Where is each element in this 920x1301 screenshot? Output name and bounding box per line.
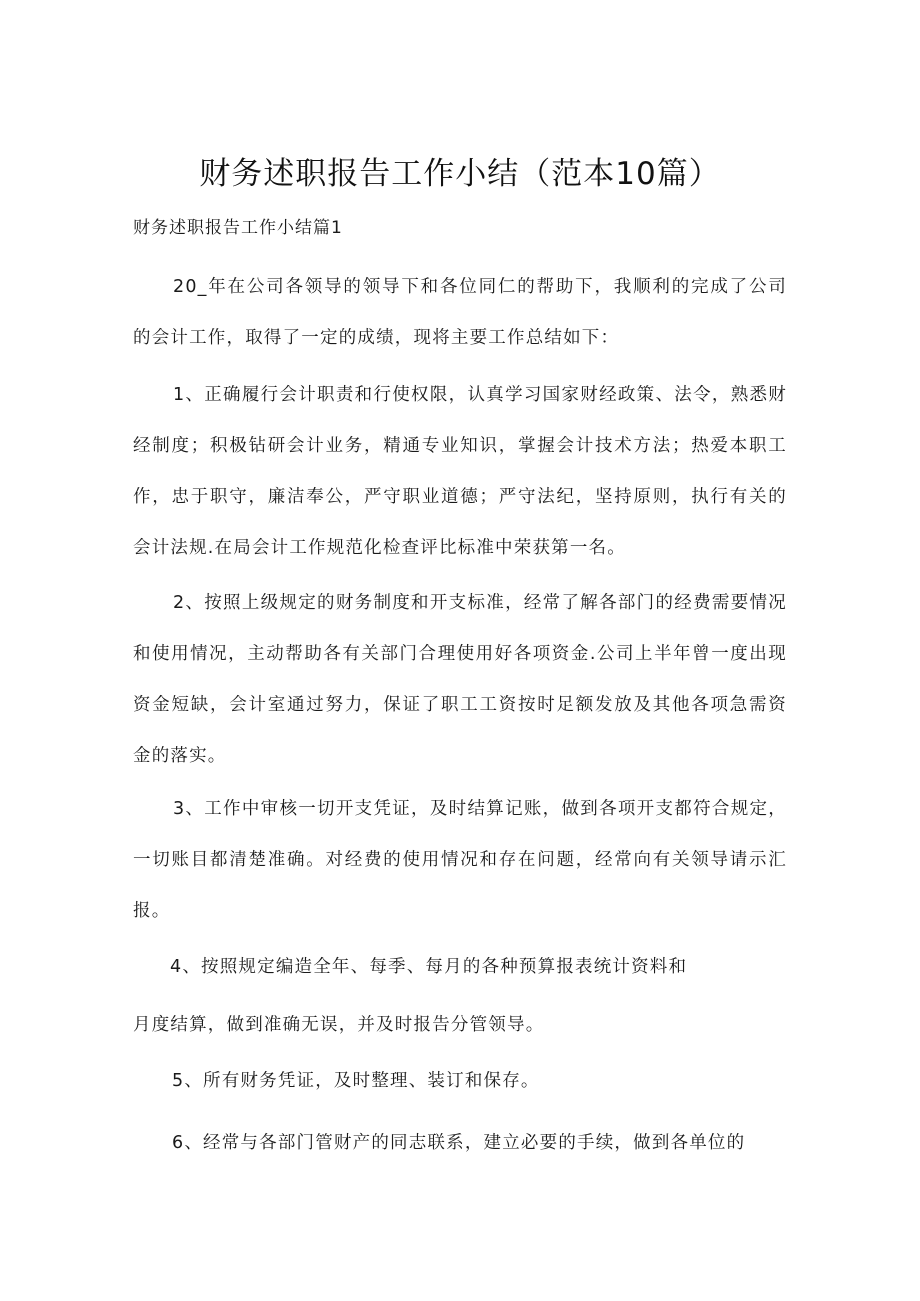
paragraph-item-6: 6、经常与各部门管财产的同志联系，建立必要的手续，做到各单位的 xyxy=(172,1133,746,1153)
section-heading: 财务述职报告工作小结篇1 xyxy=(133,218,343,238)
paragraph-item-4-line-2: 月度结算，做到准确无误，并及时报告分管领导。 xyxy=(133,1015,545,1035)
paragraph-item-4-line-1: 4、按照规定编造全年、每季、每月的各种预算报表统计资料和 xyxy=(170,957,688,977)
paragraph-item-5: 5、所有财务凭证，及时整理、装订和保存。 xyxy=(172,1071,540,1091)
document-title: 财务述职报告工作小结（范本10篇） xyxy=(199,156,721,192)
paragraph-item-2: 2、按照上级规定的财务制度和开支标准，经常了解各部门的经费需要情况和使用情况，主动帮助各有关部门合理使用好各项资金.公司上半年曾一度出现资金短缺，会计室通过努力，保证了职工工资按时足额发放及其他各项急需资金的落实。 xyxy=(133,593,787,766)
paragraph-intro: 20_年在公司各领导的领导下和各位同仁的帮助下，我顺利的完成了公司的会计工作，取得了一定的成绩，现将主要工作总结如下： xyxy=(133,277,787,348)
paragraph-item-1: 1、正确履行会计职责和行使权限，认真学习国家财经政策、法令，熟悉财经制度；积极钻研会计业务，精通专业知识，掌握会计技术方法；热爱本职工作，忠于职守，廉洁奉公，严守职业道德；严守法纪，坚持原则，执行有关的会计法规.在局会计工作规范化检查评比标准中荣获第一名。 xyxy=(133,385,787,558)
paragraph-item-3: 3、工作中审核一切开支凭证，及时结算记账，做到各项开支都符合规定，一切账目都清楚准确。对经费的使用情况和存在问题，经常向有关领导请示汇报。 xyxy=(133,799,787,921)
